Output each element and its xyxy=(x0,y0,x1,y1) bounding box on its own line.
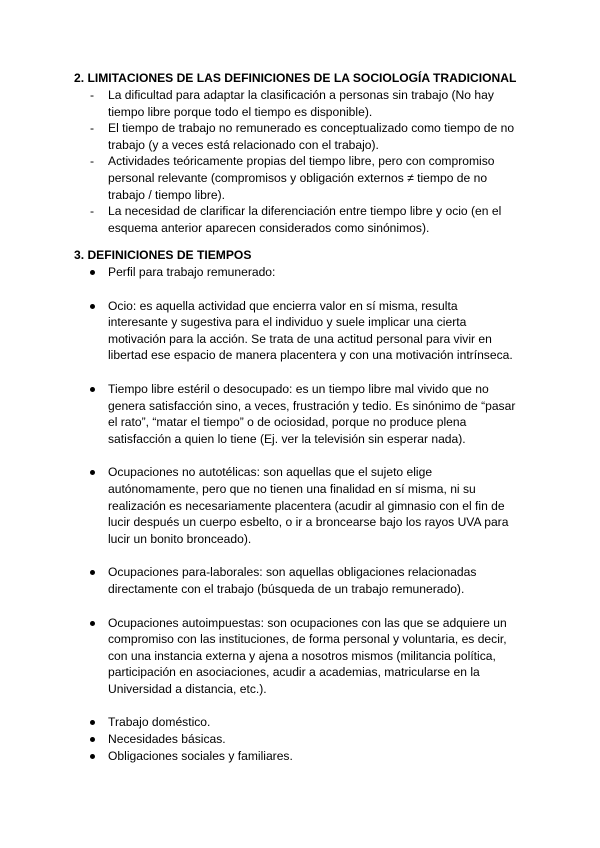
list-item xyxy=(0,615,518,698)
list-item-text: El tiempo de trabajo no remunerado es conceptualizado como tiempo de no trabajo (y a veces está relacionado con el trabajo). xyxy=(108,121,515,152)
bullet-icon xyxy=(90,570,95,575)
list-item-text: Ocupaciones autoimpuestas: son ocupaciones con las que se adquiere un compromiso con las instituciones, de forma personal y voluntaria, es decir, con una instancia externa y ajena a nosotros mismos (militancia política, participación en asociaciones, acudir a academias, matricularse en la Universidad a distancia, etc.). xyxy=(108,615,507,696)
list-item-text: Actividades teóricamente propias del tiempo libre, pero con compromiso personal relevante (compromisos y obligación externos ≠ tiempo de no trabajo / tiempo libre). xyxy=(108,154,495,202)
list-item-text: Ocupaciones no autotélicas: son aquellas que el sujeto elige autónomamente, pero que no tienen una finalidad en sí misma, ni su realización es necesariamente placentera (acudir al gimnasio con el fin de lucir después un cuerpo esbelto, o ir a broncearse bajo los rayos UVA para lucir un bonito bronceado). xyxy=(108,465,509,546)
list-item xyxy=(0,153,518,203)
list-item-text: Trabajo doméstico. xyxy=(108,715,211,730)
dash-marker: - xyxy=(90,154,95,169)
dash-marker: - xyxy=(90,204,95,219)
bullet-icon xyxy=(90,754,95,759)
list-item xyxy=(0,264,518,281)
list-item xyxy=(0,714,518,731)
section-3-heading: 3. DEFINICIONES DE TIEMPOS xyxy=(74,248,252,262)
list-item-text: Necesidades básicas. xyxy=(108,732,226,747)
bullet-icon xyxy=(90,470,95,475)
dash-marker: - xyxy=(90,121,95,136)
list-item-text: Tiempo libre estéril o desocupado: es un tiempo libre mal vivido que no genera satisfacción sino, a veces, frustración y tedio. Es sinónimo de “pasar el rato”, “matar el tiempo” o de ociosidad, porque no produce plena satisfacción a quien lo tiene (Ej. ver la televisión sin esperar nada). xyxy=(108,381,516,446)
dash-marker: - xyxy=(90,88,95,102)
section-2-heading: 2. LIMITACIONES DE LAS DEFINICIONES DE LA SOCIOLOGÍA TRADICIONAL xyxy=(74,71,517,85)
bullet-icon xyxy=(90,737,95,742)
list-item xyxy=(0,298,518,364)
section-3-list xyxy=(0,264,600,764)
list-item-text: Ocio: es aquella actividad que encierra valor en sí misma, resulta interesante y sugestiva para el individuo y suele implicar una cierta motivación para la acción. Se trata de una actitud personal para vivir en libertad ese espacio de manera placentera y con una motivación intrínseca. xyxy=(108,298,513,363)
list-item-text: Perfil para trabajo remunerado: xyxy=(108,265,276,279)
list-item-text: Obligaciones sociales y familiares. xyxy=(108,748,293,763)
list-item xyxy=(0,120,518,153)
bullet-icon xyxy=(90,387,95,392)
list-item-text: La dificultad para adaptar la clasificación a personas sin trabajo (No hay tiempo libre porque todo el tiempo es disponible). xyxy=(108,88,494,119)
bullet-icon xyxy=(90,270,95,275)
bullet-icon xyxy=(90,304,95,309)
list-item xyxy=(0,203,518,236)
list-item-text: Ocupaciones para-laborales: son aquellas obligaciones relacionadas directamente con el trabajo (búsqueda de un trabajo remunerado). xyxy=(108,565,477,596)
list-item xyxy=(0,87,518,120)
list-item xyxy=(0,381,518,447)
bullet-icon xyxy=(90,621,95,626)
list-item xyxy=(0,748,518,765)
list-item xyxy=(0,731,518,748)
section-2-list xyxy=(0,87,600,236)
list-item xyxy=(0,564,518,597)
list-item xyxy=(0,464,518,547)
list-item-text: La necesidad de clarificar la diferenciación entre tiempo libre y ocio (en el esquema anterior aparecen considerados como sinónimos). xyxy=(108,204,502,235)
bullet-icon xyxy=(90,720,95,725)
